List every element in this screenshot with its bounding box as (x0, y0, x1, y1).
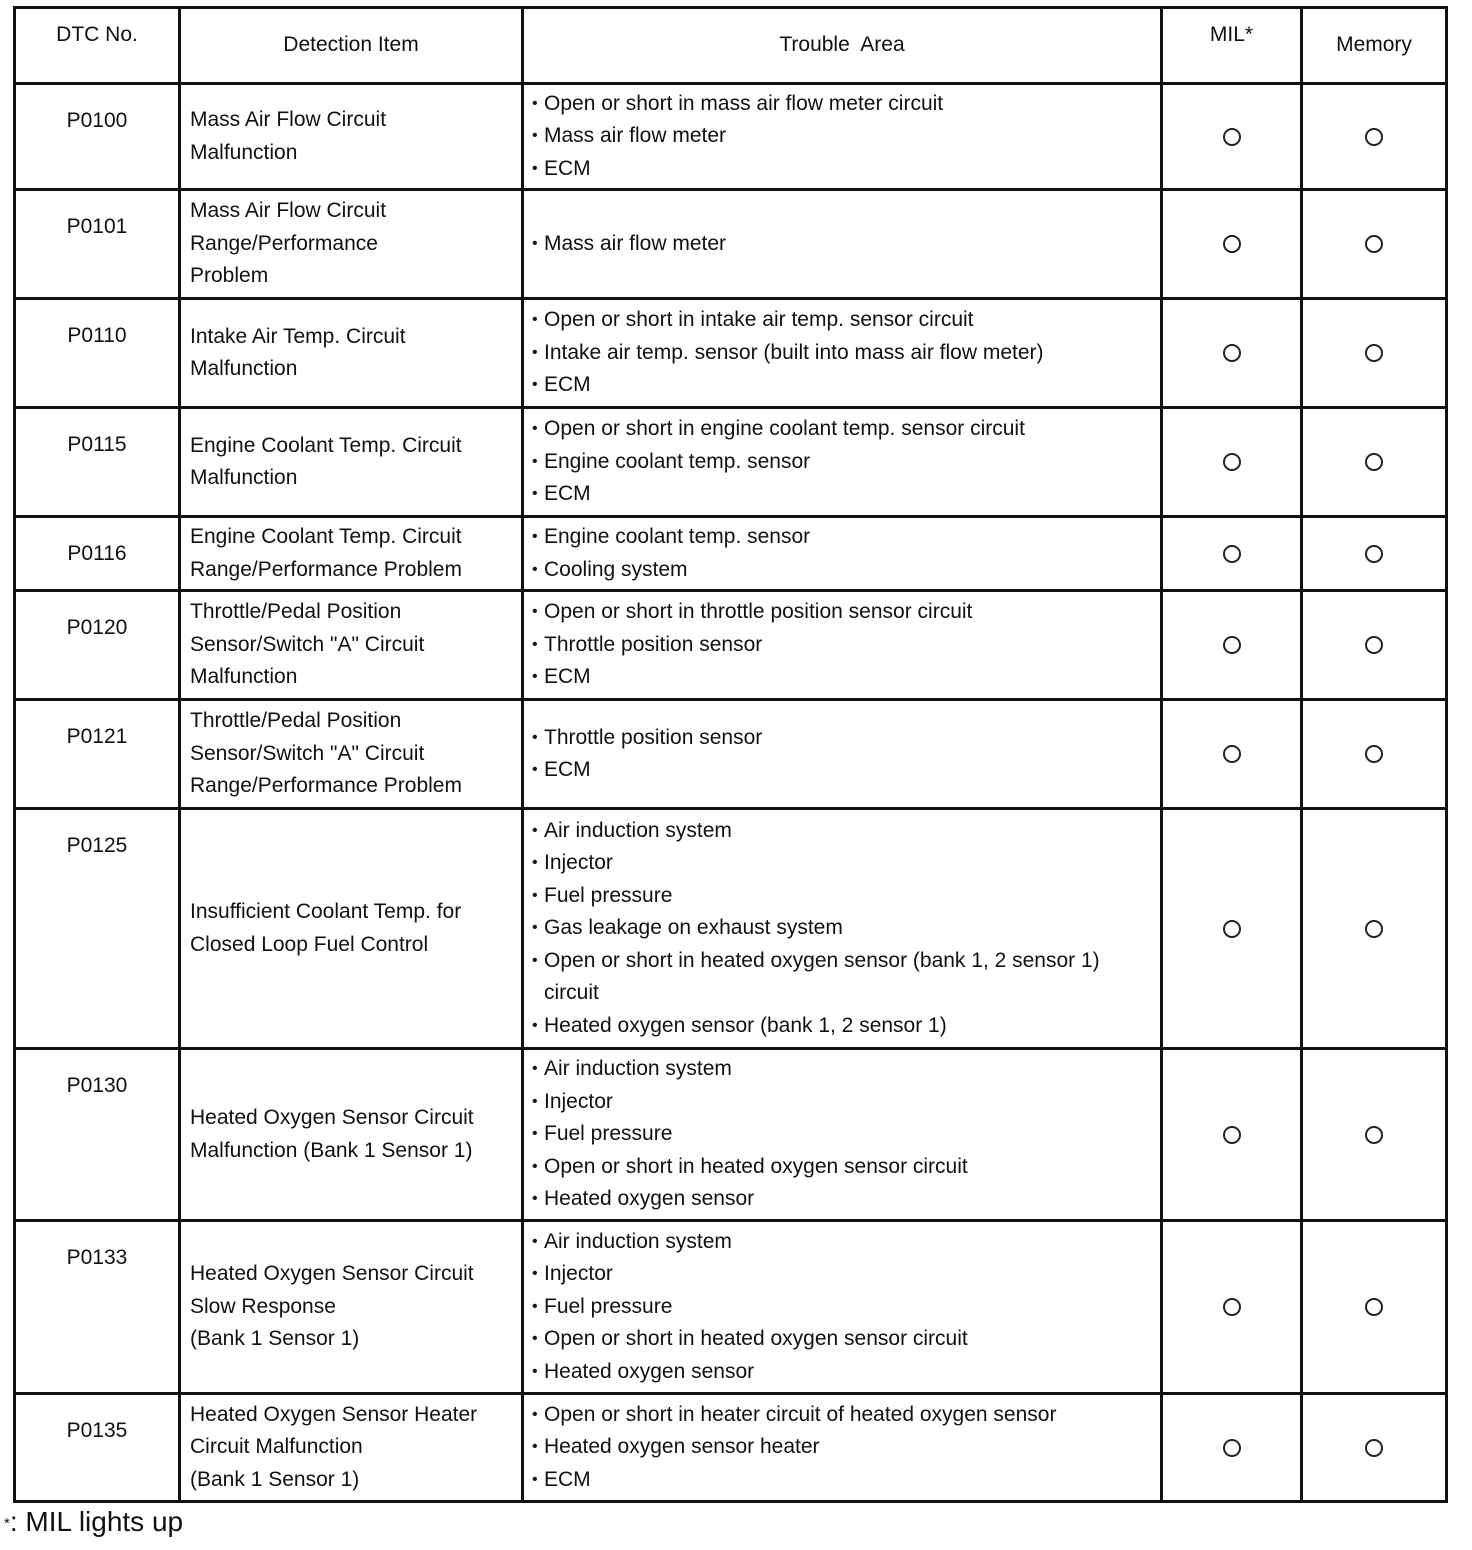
dtc-code: P0120 (15, 591, 180, 700)
trouble-area-item: • ECM (532, 478, 1156, 511)
dtc-table (13, 6, 1448, 1503)
mil-cell (1162, 84, 1302, 190)
table-row (15, 591, 1447, 700)
mil-circle-icon (1223, 1298, 1241, 1316)
trouble-area-list (532, 88, 1156, 186)
trouble-area-item: • Air induction system (532, 1053, 1156, 1086)
detection-item-line: Malfunction (190, 466, 298, 489)
detection-item (180, 591, 523, 700)
memory-circle-icon (1365, 545, 1383, 563)
memory-cell (1302, 1221, 1447, 1394)
header-dtc-no: DTC No. (15, 8, 180, 84)
footnote-mark: * (4, 1515, 10, 1532)
trouble-area-item: • Mass air flow meter (532, 228, 1156, 261)
trouble-area-list (532, 722, 1156, 787)
trouble-area-list (532, 1399, 1156, 1497)
memory-cell (1302, 408, 1447, 517)
trouble-area-item: • Open or short in heated oxygen sensor (bank 1, 2 sensor 1) circuit (532, 945, 1156, 1010)
mil-circle-icon (1223, 636, 1241, 654)
mil-circle-icon (1223, 745, 1241, 763)
header-memory: Memory (1302, 8, 1447, 84)
detection-item (180, 1049, 523, 1221)
trouble-area-item: • Throttle position sensor (532, 629, 1156, 662)
detection-item-line: Engine Coolant Temp. Circuit (190, 525, 462, 548)
mil-circle-icon (1223, 1439, 1241, 1457)
memory-circle-icon (1365, 636, 1383, 654)
mil-circle-icon (1223, 453, 1241, 471)
mil-cell (1162, 408, 1302, 517)
table-row (15, 1394, 1447, 1502)
detection-item-line: Range/Performance Problem (190, 557, 462, 581)
trouble-area-list (532, 815, 1156, 1043)
trouble-area-item: • Air induction system (532, 815, 1156, 848)
detection-item-line: Problem (190, 264, 269, 288)
trouble-area-item: • Fuel pressure (532, 1118, 1156, 1151)
mil-cell (1162, 517, 1302, 591)
trouble-area-item: • Mass air flow meter (532, 120, 1156, 153)
detection-item-line: Malfunction (190, 665, 298, 689)
trouble-area-item: • Open or short in intake air temp. sensor circuit (532, 304, 1156, 337)
trouble-area-item: • ECM (532, 1464, 1156, 1497)
detection-item-line: Range/Performance (190, 231, 378, 255)
trouble-area (523, 299, 1162, 408)
detection-item (180, 809, 523, 1049)
mil-circle-icon (1223, 235, 1241, 253)
table-row (15, 190, 1447, 299)
detection-item-line: Heated Oxygen Sensor Heater (190, 1402, 478, 1426)
dtc-code: P0116 (15, 517, 180, 591)
detection-item-line: Slow Response (190, 1294, 336, 1318)
detection-item-line: Closed Loop Fuel Control (190, 932, 429, 956)
trouble-area-item: • Heated oxygen sensor (532, 1356, 1156, 1389)
trouble-area-list (532, 1053, 1156, 1216)
trouble-area (523, 1049, 1162, 1221)
table-row (15, 700, 1447, 809)
trouble-area (523, 1221, 1162, 1394)
memory-circle-icon (1365, 1126, 1383, 1144)
trouble-area-item: • Engine coolant temp. sensor (532, 446, 1156, 479)
dtc-table-body (15, 84, 1447, 1502)
memory-circle-icon (1365, 1298, 1383, 1316)
dtc-code: P0115 (15, 408, 180, 517)
trouble-area (523, 190, 1162, 299)
trouble-area-item: • Throttle position sensor (532, 722, 1156, 755)
trouble-area (523, 809, 1162, 1049)
trouble-area-list (532, 521, 1156, 586)
detection-item-line: Mass Air Flow Circuit (190, 199, 387, 223)
trouble-area-item: • Heated oxygen sensor (bank 1, 2 sensor 1) (532, 1010, 1156, 1043)
detection-item-line: Sensor/Switch "A" Circuit (190, 741, 425, 765)
trouble-area-list (532, 228, 1156, 261)
trouble-area-item: • ECM (532, 754, 1156, 787)
trouble-area-item: • ECM (532, 661, 1156, 694)
trouble-area-item: • Cooling system (532, 554, 1156, 587)
memory-cell (1302, 1049, 1447, 1221)
detection-item-line: Range/Performance Problem (190, 774, 462, 798)
detection-item-line: Heated Oxygen Sensor Circuit (190, 1106, 474, 1129)
trouble-area (523, 408, 1162, 517)
table-row (15, 84, 1447, 190)
detection-item (180, 1221, 523, 1394)
trouble-area-item: • Gas leakage on exhaust system (532, 912, 1156, 945)
dtc-code: P0121 (15, 700, 180, 809)
trouble-area-item: • Air induction system (532, 1226, 1156, 1259)
memory-cell (1302, 190, 1447, 299)
footnote-text: : MIL lights up (9, 1506, 184, 1537)
table-row (15, 809, 1447, 1049)
detection-item-line: Heated Oxygen Sensor Circuit (190, 1262, 474, 1286)
detection-item-line: Mass Air Flow Circuit (190, 108, 387, 131)
trouble-area-item: • Injector (532, 847, 1156, 880)
detection-item-line: Sensor/Switch "A" Circuit (190, 632, 425, 656)
trouble-area-item: • ECM (532, 153, 1156, 186)
memory-circle-icon (1365, 128, 1383, 146)
trouble-area-item: • Heated oxygen sensor (532, 1183, 1156, 1216)
table-row (15, 1049, 1447, 1221)
memory-circle-icon (1365, 344, 1383, 362)
memory-circle-icon (1365, 920, 1383, 938)
trouble-area (523, 84, 1162, 190)
trouble-area-item: • Injector (532, 1258, 1156, 1291)
memory-cell (1302, 809, 1447, 1049)
mil-cell (1162, 809, 1302, 1049)
header-detection-item: Detection Item (180, 8, 523, 84)
mil-cell (1162, 591, 1302, 700)
detection-item-line: Engine Coolant Temp. Circuit (190, 433, 462, 457)
mil-cell (1162, 1394, 1302, 1502)
memory-cell (1302, 591, 1447, 700)
detection-item-line: (Bank 1 Sensor 1) (190, 1467, 360, 1491)
mil-circle-icon (1223, 128, 1241, 146)
table-row (15, 408, 1447, 517)
detection-item-line: Malfunction (Bank 1 Sensor 1) (190, 1138, 473, 1162)
trouble-area-item: • Heated oxygen sensor heater (532, 1431, 1156, 1464)
table-row (15, 1221, 1447, 1394)
memory-cell (1302, 299, 1447, 408)
dtc-code: P0130 (15, 1049, 180, 1221)
trouble-area-item: • Fuel pressure (532, 880, 1156, 913)
mil-circle-icon (1223, 344, 1241, 362)
trouble-area-item: • Intake air temp. sensor (built into mass air flow meter) (532, 337, 1156, 370)
trouble-area-item: • Open or short in heater circuit of heated oxygen sensor (532, 1399, 1156, 1432)
memory-circle-icon (1365, 453, 1383, 471)
table-row (15, 299, 1447, 408)
detection-item (180, 84, 523, 190)
trouble-area-list (532, 596, 1156, 694)
detection-item (180, 700, 523, 809)
trouble-area-item: • Open or short in mass air flow meter circuit (532, 88, 1156, 121)
memory-circle-icon (1365, 1439, 1383, 1457)
trouble-area (523, 1394, 1162, 1502)
detection-item (180, 517, 523, 591)
detection-item (180, 1394, 523, 1502)
trouble-area-item: • Open or short in heated oxygen sensor circuit (532, 1323, 1156, 1356)
detection-item-line: (Bank 1 Sensor 1) (190, 1327, 360, 1351)
detection-item-line: Intake Air Temp. Circuit (190, 324, 406, 348)
header-row (15, 8, 1447, 84)
trouble-area-item: • ECM (532, 369, 1156, 402)
dtc-code: P0100 (15, 84, 180, 190)
mil-cell (1162, 1049, 1302, 1221)
detection-item-line: Throttle/Pedal Position (190, 600, 402, 624)
memory-cell (1302, 1394, 1447, 1502)
trouble-area-item: • Open or short in throttle position sensor circuit (532, 596, 1156, 629)
trouble-area-item: • Injector (532, 1086, 1156, 1119)
mil-cell (1162, 1221, 1302, 1394)
trouble-area-item: • Engine coolant temp. sensor (532, 521, 1156, 554)
dtc-code: P0133 (15, 1221, 180, 1394)
detection-item-line: Throttle/Pedal Position (190, 709, 402, 733)
dtc-code: P0125 (15, 809, 180, 1049)
detection-item-line: Malfunction (190, 140, 298, 164)
trouble-area-item: • Open or short in engine coolant temp. sensor circuit (532, 413, 1156, 446)
detection-item (180, 299, 523, 408)
mil-cell (1162, 299, 1302, 408)
header-trouble-area: Trouble Area (523, 8, 1162, 84)
mil-circle-icon (1223, 545, 1241, 563)
memory-circle-icon (1365, 745, 1383, 763)
mil-circle-icon (1223, 1126, 1241, 1144)
detection-item-line: Malfunction (190, 357, 298, 380)
header-mil: MIL* (1162, 8, 1302, 84)
detection-item (180, 408, 523, 517)
mil-cell (1162, 190, 1302, 299)
table-row (15, 517, 1447, 591)
trouble-area-list (532, 413, 1156, 511)
mil-cell (1162, 700, 1302, 809)
detection-item-line: Circuit Malfunction (190, 1435, 363, 1459)
trouble-area (523, 517, 1162, 591)
trouble-area (523, 591, 1162, 700)
memory-circle-icon (1365, 235, 1383, 253)
trouble-area-list (532, 304, 1156, 402)
mil-circle-icon (1223, 920, 1241, 938)
trouble-area-item: • Open or short in heated oxygen sensor circuit (532, 1151, 1156, 1184)
trouble-area-item: • Fuel pressure (532, 1291, 1156, 1324)
footnote (4, 1504, 183, 1540)
trouble-area-list (532, 1226, 1156, 1389)
trouble-area (523, 700, 1162, 809)
memory-cell (1302, 700, 1447, 809)
dtc-code: P0135 (15, 1394, 180, 1502)
detection-item-line: Insufficient Coolant Temp. for (190, 900, 462, 923)
memory-cell (1302, 84, 1447, 190)
detection-item (180, 190, 523, 299)
dtc-code: P0101 (15, 190, 180, 299)
dtc-code: P0110 (15, 299, 180, 408)
memory-cell (1302, 517, 1447, 591)
